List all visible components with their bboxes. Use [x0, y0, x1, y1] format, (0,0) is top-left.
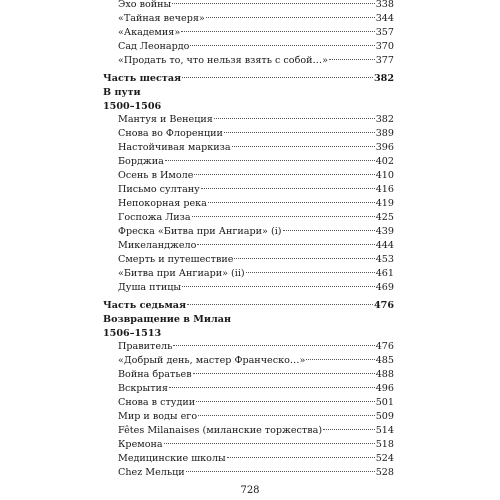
toc-entry: [103, 396, 394, 410]
toc-entry: [103, 368, 394, 382]
part-seven-heading: [103, 299, 394, 313]
part-page: 476: [373, 300, 394, 311]
toc-entry: [103, 127, 394, 141]
toc-entry-title: «Битва при Ангиари» (ii): [118, 268, 245, 279]
dot-leader: [182, 77, 373, 78]
toc-entry: [103, 54, 394, 68]
toc-entry: [103, 197, 394, 211]
part-six-years: 1500–1506: [103, 101, 162, 112]
dot-leader: [206, 17, 375, 18]
toc-entry-title: Война братьев: [118, 369, 192, 380]
dot-leader: [186, 471, 375, 472]
page-number: 728: [240, 485, 260, 496]
toc-entry-page: 382: [375, 114, 394, 125]
toc-entry-title: Эхо войны: [118, 0, 172, 10]
toc-entry-page: 461: [375, 268, 394, 279]
toc-entry: [103, 113, 394, 127]
dot-leader: [173, 345, 374, 346]
toc-entry: [103, 340, 394, 354]
toc-entry-page: 338: [375, 0, 394, 10]
toc-entry: [103, 281, 394, 295]
dot-leader: [192, 216, 375, 217]
toc-entry-page: 453: [375, 254, 394, 265]
toc-entry-page: 501: [375, 397, 394, 408]
toc-entry: [103, 253, 394, 267]
toc-entry-title: Снова в студии: [118, 397, 196, 408]
toc-entry-page: 444: [375, 240, 394, 251]
toc-entry-title: Медицинские школы: [118, 453, 226, 464]
toc-entry-title: «Тайная вечеря»: [118, 13, 205, 24]
toc-entry: [103, 267, 394, 281]
dot-leader: [227, 457, 375, 458]
dot-leader: [172, 3, 375, 4]
toc-entry-page: 488: [375, 369, 394, 380]
part-six-subtitle: В пути: [103, 87, 141, 98]
dot-leader: [181, 31, 374, 32]
toc-entry-page: 396: [375, 142, 394, 153]
dot-leader: [193, 373, 375, 374]
dot-leader: [232, 146, 375, 147]
toc-entry-title: Непокорная река: [118, 198, 207, 209]
toc-entry-title: Письмо султану: [118, 184, 200, 195]
toc-entry-title: Вскрытия: [118, 383, 168, 394]
toc-entry: [103, 225, 394, 239]
toc-entry-page: 528: [375, 467, 394, 478]
toc-entry-title: Chez Мельци: [118, 467, 185, 478]
toc-entry-page: 496: [375, 383, 394, 394]
part-title: Часть шестая: [103, 73, 182, 84]
dot-leader: [187, 304, 373, 305]
dot-leader: [194, 174, 374, 175]
toc-entry-title: Снова во Флоренции: [118, 128, 223, 139]
toc-entry-title: Душа птицы: [118, 282, 182, 293]
toc-entry-title: Сад Леонардо: [118, 41, 190, 52]
toc-entry: [103, 211, 394, 225]
dot-leader: [214, 118, 375, 119]
toc-entry-title: Настойчивая маркиза: [118, 142, 231, 153]
toc-entry: [103, 438, 394, 452]
toc-entry-page: 524: [375, 453, 394, 464]
toc-entry-page: 389: [375, 128, 394, 139]
toc-entry-title: «Добрый день, мастер Франческо…»: [118, 355, 306, 366]
toc-entry-title: «Академия»: [118, 27, 181, 38]
toc-entry-title: Мантуя и Венеция: [118, 114, 213, 125]
toc-entry: [103, 169, 394, 183]
toc-entry-page: 485: [375, 355, 394, 366]
toc-entry: [103, 183, 394, 197]
dot-leader: [224, 132, 375, 133]
dot-leader: [283, 230, 375, 231]
toc-entry-page: 416: [375, 184, 394, 195]
toc-entry-title: Смерть и путешествие: [118, 254, 234, 265]
dot-leader: [201, 188, 375, 189]
toc-entry: [103, 239, 394, 253]
toc-entry-page: 439: [375, 226, 394, 237]
dot-leader: [169, 387, 375, 388]
dot-leader: [306, 359, 374, 360]
part-six-heading: [103, 72, 394, 86]
toc-entry: [103, 466, 394, 480]
dot-leader: [165, 160, 375, 161]
toc-entry-page: 410: [375, 170, 394, 181]
toc-entry-page: 344: [375, 13, 394, 24]
dot-leader: [329, 59, 375, 60]
toc-entry: [103, 26, 394, 40]
part-title: Часть седьмая: [103, 300, 187, 311]
toc-entry: [103, 141, 394, 155]
toc-entry-title: Кремона: [118, 439, 163, 450]
toc-entry-page: 425: [375, 212, 394, 223]
part-page: 382: [373, 73, 394, 84]
dot-leader: [246, 272, 375, 273]
toc-entry-title: Микеланджело: [118, 240, 197, 251]
dot-leader: [196, 401, 375, 402]
toc-entry-page: 469: [375, 282, 394, 293]
toc-entry-page: 419: [375, 198, 394, 209]
toc-entry-title: Fêtes Milanaises (миланские торжества): [118, 425, 323, 436]
toc-entry-page: 514: [375, 425, 394, 436]
toc-entry-title: Осень в Имоле: [118, 170, 194, 181]
dot-leader: [208, 202, 375, 203]
toc-entry-page: 518: [375, 439, 394, 450]
toc-entry: [103, 12, 394, 26]
toc-entry: [103, 354, 394, 368]
toc-entry: [103, 155, 394, 169]
toc-entry-title: «Продать то, что нельзя взять с собой…»: [118, 55, 328, 66]
toc-entry-page: 402: [375, 156, 394, 167]
toc-entry-page: 370: [375, 41, 394, 52]
toc-entry-page: 476: [375, 341, 394, 352]
dot-leader: [190, 45, 374, 46]
toc-entry-title: Борджиа: [118, 156, 164, 167]
dot-leader: [198, 415, 375, 416]
toc-entry-title: Правитель: [118, 341, 173, 352]
toc-entry-page: 377: [375, 55, 394, 66]
dot-leader: [182, 286, 375, 287]
toc-entry-page: 357: [375, 27, 394, 38]
dot-leader: [164, 443, 375, 444]
toc-entry: [103, 40, 394, 54]
toc-entry: [103, 410, 394, 424]
toc-entry: [103, 424, 394, 438]
part-seven-years: 1506–1513: [103, 328, 162, 339]
toc-entry-title: Мир и воды его: [118, 411, 198, 422]
dot-leader: [197, 244, 374, 245]
toc-entry-title: Фреска «Битва при Ангиари» (i): [118, 226, 282, 237]
toc-entry-title: Госпожа Лиза: [118, 212, 191, 223]
dot-leader: [234, 258, 374, 259]
toc-entry-page: 509: [375, 411, 394, 422]
toc-entry: [103, 0, 394, 12]
part-seven-subtitle: Возвращение в Милан: [103, 314, 232, 325]
toc-entry: [103, 382, 394, 396]
dot-leader: [323, 429, 375, 430]
toc-entry: [103, 452, 394, 466]
